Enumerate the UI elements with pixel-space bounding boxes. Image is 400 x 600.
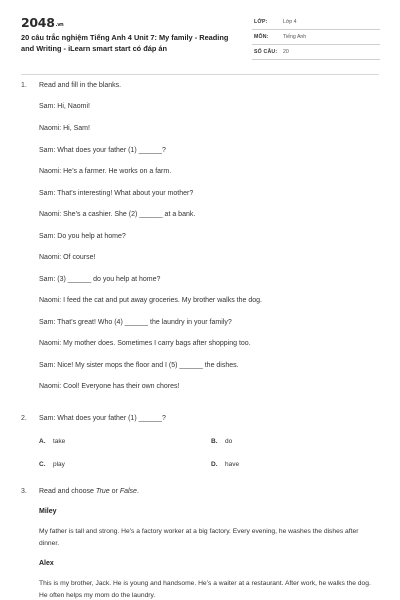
dialogue-line: Naomi: He’s a farmer. He works on a farm. bbox=[39, 168, 172, 175]
passage-name: Miley bbox=[39, 508, 57, 515]
question-number: 2. bbox=[21, 415, 27, 422]
instruction-end: . bbox=[136, 488, 139, 495]
meta-count-value: 20 bbox=[283, 49, 289, 55]
question-text: Sam: What does your father (1) ______? bbox=[39, 415, 166, 422]
meta-subject-value: Tiếng Anh bbox=[283, 34, 307, 40]
logo-suffix: .vn bbox=[55, 22, 64, 28]
passage-name: Alex bbox=[39, 560, 54, 567]
dialogue-line: Naomi: She’s a cashier. She (2) ______ at a bank. bbox=[39, 211, 196, 218]
instruction-true: True bbox=[95, 488, 110, 495]
option-text: take bbox=[53, 438, 66, 445]
question-number: 3. bbox=[21, 488, 27, 495]
option-c[interactable] bbox=[39, 461, 65, 468]
logo-text: 2048 bbox=[21, 15, 55, 30]
dialogue-line: Sam: What does your father (1) ______? bbox=[39, 147, 166, 154]
header-divider bbox=[21, 74, 379, 75]
meta-count bbox=[252, 45, 380, 60]
site-logo[interactable] bbox=[21, 15, 63, 30]
option-letter: D. bbox=[211, 461, 218, 468]
option-d[interactable] bbox=[211, 461, 239, 468]
meta-grade bbox=[252, 15, 380, 30]
dialogue-line: Sam: Hi, Naomi! bbox=[39, 103, 90, 110]
option-letter: A. bbox=[39, 438, 46, 445]
passage-text: My father is tall and strong. He’s a factory worker at a big factory. Every evening, he washes the dishes after dinner. bbox=[39, 528, 359, 547]
page-header bbox=[0, 0, 400, 68]
option-b[interactable] bbox=[211, 438, 232, 445]
option-text: play bbox=[53, 461, 65, 468]
meta-count-label: SỐ CÂU: bbox=[254, 49, 278, 55]
question-instruction bbox=[39, 488, 139, 495]
meta-subject bbox=[252, 30, 380, 45]
option-letter: B. bbox=[211, 438, 218, 445]
dialogue-line: Naomi: Hi, Sam! bbox=[39, 125, 90, 132]
option-text: have bbox=[225, 461, 240, 468]
option-a[interactable] bbox=[39, 438, 65, 445]
instruction-false: False bbox=[119, 488, 137, 495]
question-instruction: Read and fill in the blanks. bbox=[39, 82, 122, 89]
meta-grade-label: LỚP: bbox=[254, 19, 268, 25]
dialogue-line: Sam: That’s interesting! What about your mother? bbox=[39, 190, 194, 197]
instruction-or: or bbox=[109, 488, 120, 495]
dialogue-line: Naomi: Of course! bbox=[39, 254, 96, 261]
option-letter: C. bbox=[39, 461, 46, 468]
dialogue-line: Sam: Do you help at home? bbox=[39, 233, 126, 240]
document-title: 20 câu trắc nghiệm Tiếng Anh 4 Unit 7: My family - Reading and Writing - iLearn smart start có đáp án bbox=[21, 33, 229, 53]
dialogue-line: Sam: That’s great! Who (4) ______ the laundry in your family? bbox=[39, 319, 232, 326]
instruction-prefix: Read and choose bbox=[39, 488, 96, 495]
option-text: do bbox=[225, 438, 233, 445]
meta-subject-label: MÔN: bbox=[254, 34, 269, 40]
dialogue-line: Naomi: I feed the cat and put away groceries. My brother walks the dog. bbox=[39, 297, 262, 304]
question-number: 1. bbox=[21, 82, 27, 89]
dialogue-line: Naomi: Cool! Everyone has their own chores! bbox=[39, 383, 180, 390]
dialogue-line: Sam: (3) ______ do you help at home? bbox=[39, 276, 161, 283]
dialogue-line: Naomi: My mother does. Sometimes I carry bags after shopping too. bbox=[39, 340, 251, 347]
passage-text: This is my brother, Jack. He is young and handsome. He’s a waiter at a restaurant. After work, he walks the dog. He often helps my mom do the laundry. bbox=[39, 580, 371, 599]
dialogue-line: Sam: Nice! My sister mops the floor and I (5) ______ the dishes. bbox=[39, 362, 239, 369]
meta-grade-value: Lớp 4 bbox=[283, 19, 297, 25]
